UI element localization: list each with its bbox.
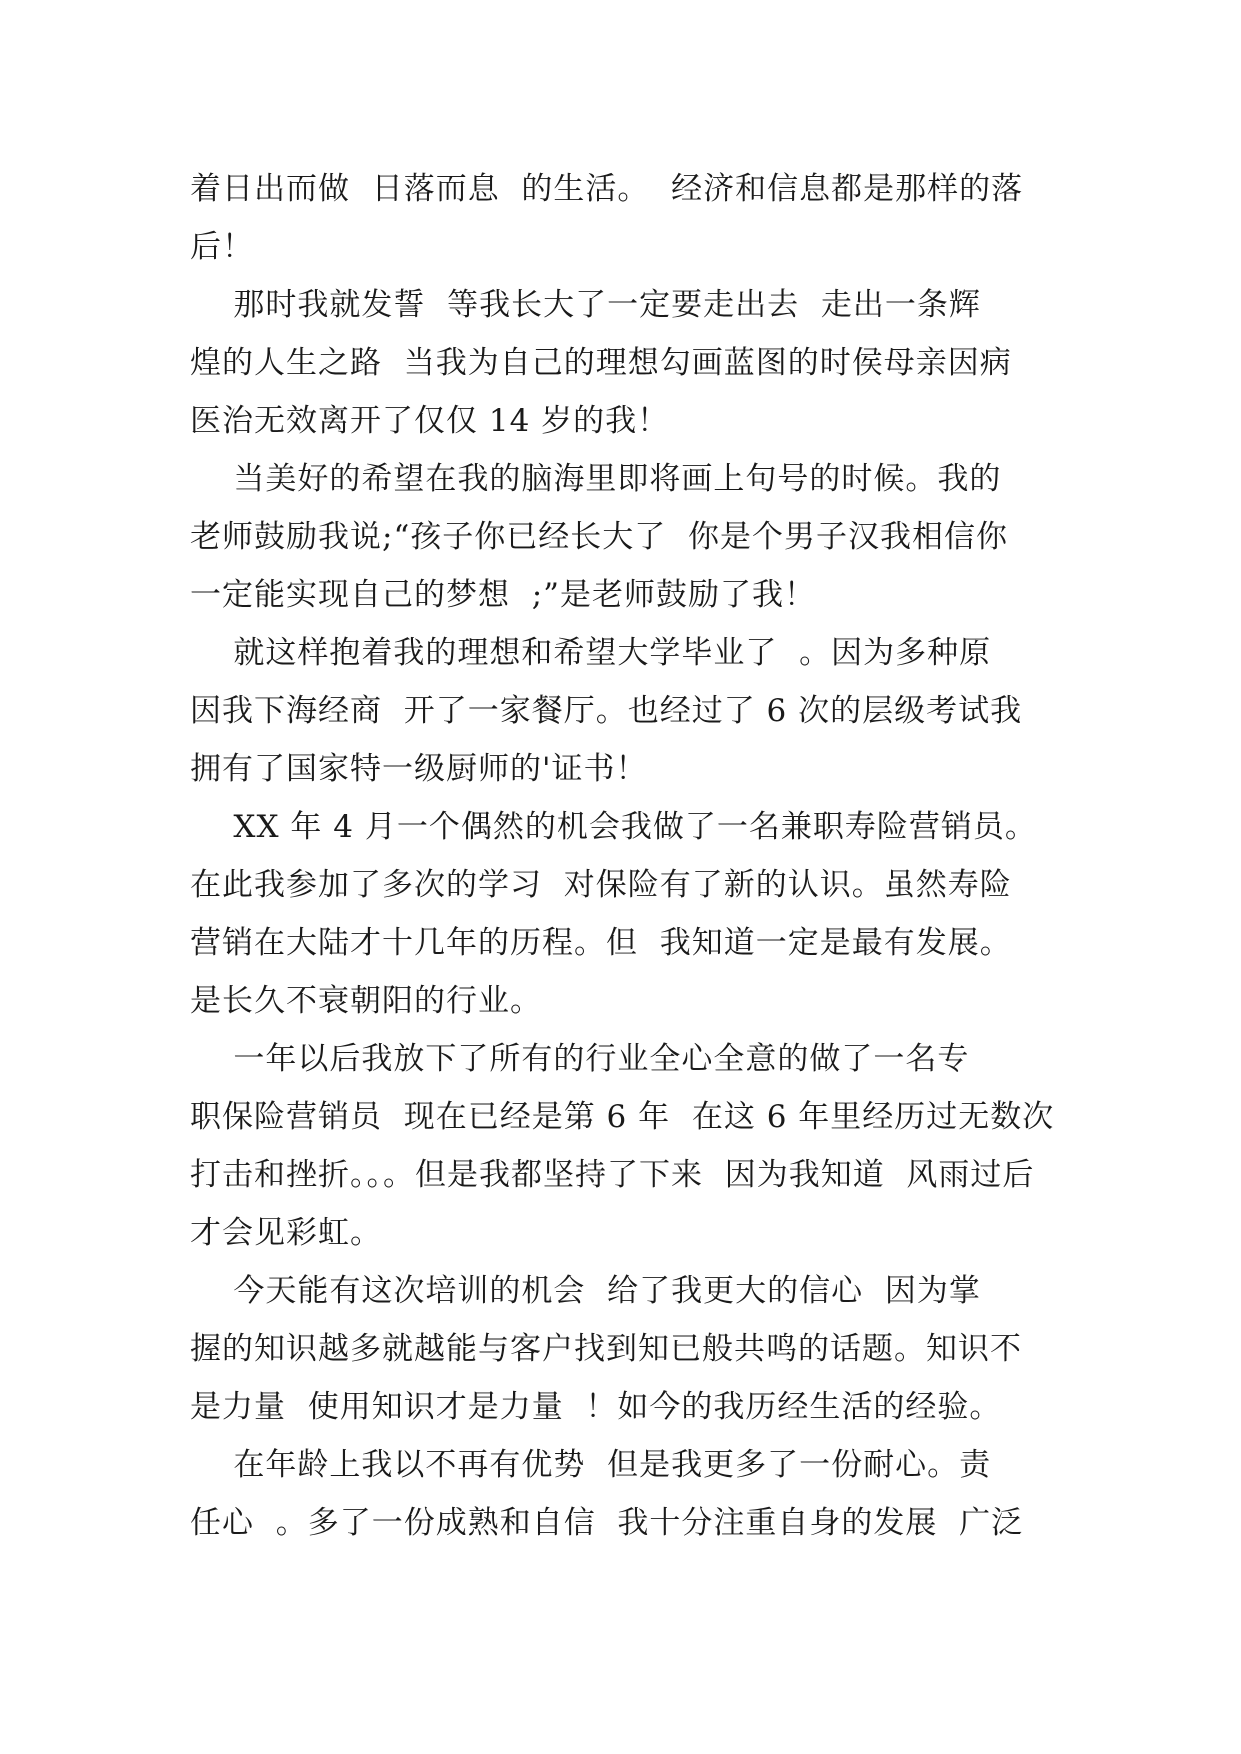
text-line: 职保险营销员 现在已经是第 6 年 在这 6 年里经历过无数次 xyxy=(190,1099,1055,1135)
text-line: 是力量 使用知识才是力量 ！如今的我历经生活的经验。 xyxy=(190,1389,1002,1425)
body-text xyxy=(190,160,1060,1552)
text-line: 是长久不衰朝阳的行业。 xyxy=(190,983,542,1019)
text-line: 当美好的希望在我的脑海里即将画上句号的时候。我的 xyxy=(190,461,1002,497)
text-line: 着日出而做 日落而息 的生活。 经济和信息都是那样的落 xyxy=(190,171,1024,207)
text-line: 一年以后我放下了所有的行业全心全意的做了一名专 xyxy=(190,1041,970,1077)
text-line: 营销在大陆才十几年的历程。但 我知道一定是最有发展。 xyxy=(190,925,1012,961)
text-line: 因我下海经商 开了一家餐厅。也经过了 6 次的层级考试我 xyxy=(190,693,1023,729)
text-line: 老师鼓励我说;“孩子你已经长大了 你是个男子汉我相信你 xyxy=(190,519,1008,555)
text-line: 一定能实现自己的梦想 ;”是老师鼓励了我！ xyxy=(190,577,816,613)
text-line: 在此我参加了多次的学习 对保险有了新的认识。虽然寿险 xyxy=(190,867,1012,903)
text-line: 握的知识越多就越能与客户找到知已般共鸣的话题。知识不 xyxy=(190,1331,1022,1367)
text-line: 今天能有这次培训的机会 给了我更大的信心 因为掌 xyxy=(190,1273,981,1309)
text-line: 煌的人生之路 当我为自己的理想勾画蓝图的时侯母亲因病 xyxy=(190,345,1012,381)
text-line: 在年龄上我以不再有优势 但是我更多了一份耐心。责 xyxy=(190,1447,992,1483)
text-line: 任心 。多了一份成熟和自信 我十分注重自身的发展 广泛 xyxy=(190,1505,1024,1541)
text-line: 医治无效离开了仅仅 14 岁的我！ xyxy=(190,403,670,439)
text-line: 打击和挫折。。。但是我都坚持了下来 因为我知道 风雨过后 xyxy=(190,1157,1035,1193)
text-line: 就这样抱着我的理想和希望大学毕业了 。因为多种原 xyxy=(190,635,992,671)
text-line: 拥有了国家特一级厨师的'证书！ xyxy=(190,751,648,787)
text-line: 后！ xyxy=(190,229,254,265)
text-line: XX 年 4 月一个偶然的机会我做了一名兼职寿险营销员。 xyxy=(190,809,1037,845)
text-line: 那时我就发誓 等我长大了一定要走出去 走出一条辉 xyxy=(190,287,981,323)
text-line: 才会见彩虹。 xyxy=(190,1215,382,1251)
